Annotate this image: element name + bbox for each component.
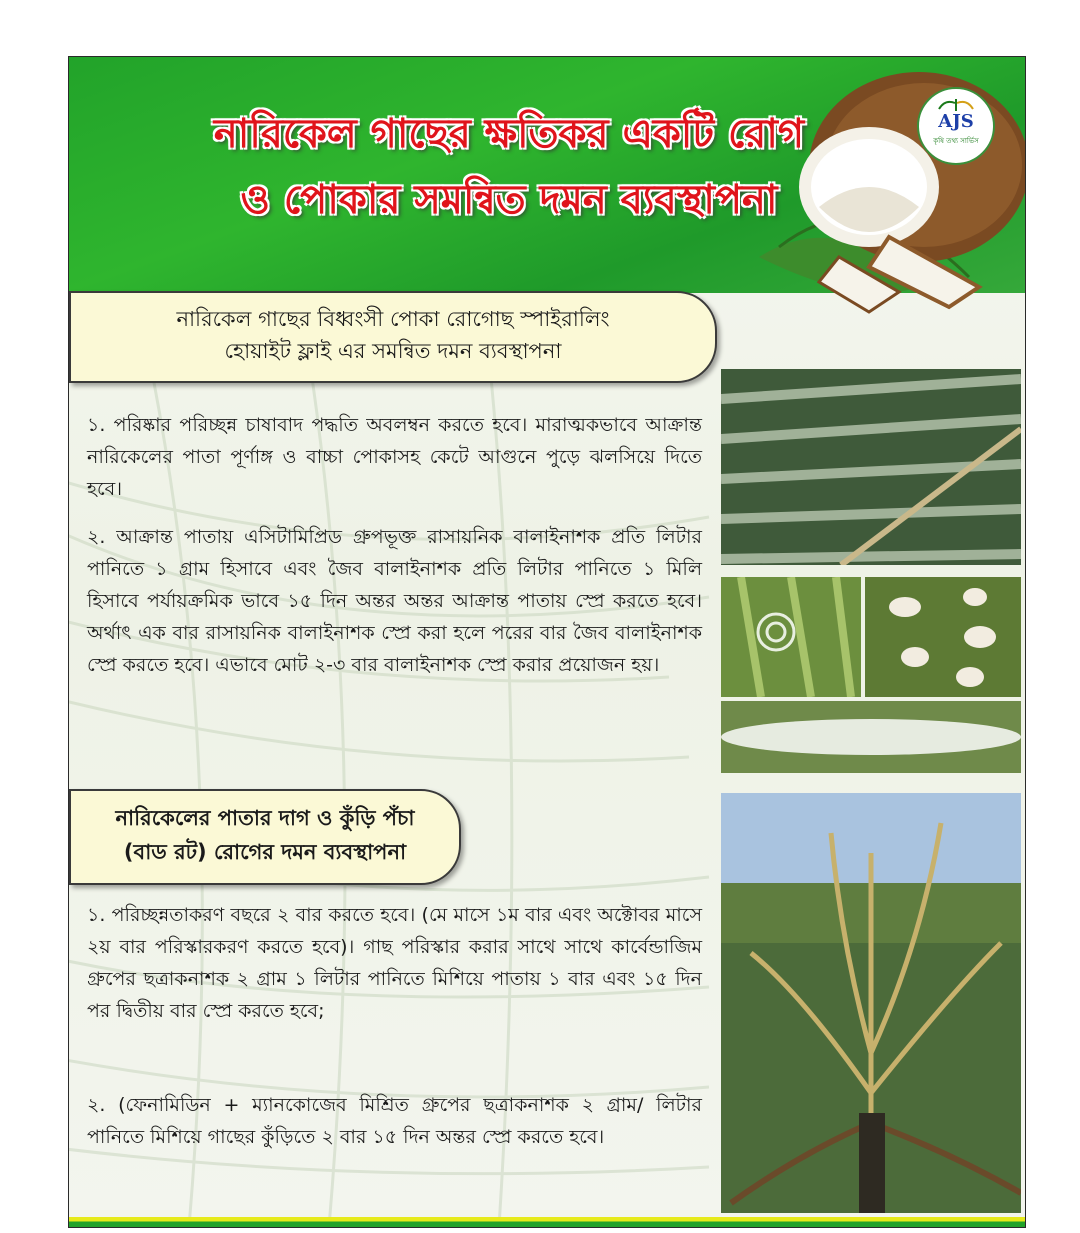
whitefly-infested-leaf-photo <box>721 369 1021 565</box>
poster <box>68 56 1026 1228</box>
footer-stripe <box>69 1217 1025 1227</box>
page-title-line2: ও পোকার সমন্বিত দমন ব্যবস্থাপনা <box>240 177 778 223</box>
logo-abbreviation: AJS <box>938 111 974 132</box>
whitefly-wax-photo <box>721 701 1021 773</box>
section2-heading-line1: নারিকেলের পাতার দাগ ও কুঁড়ি পঁচা <box>115 806 415 830</box>
section2-point1: ১. পরিচ্ছন্নতাকরণ বছরে ২ বার করতে হবে। (মে মাসে ১ম বার এবং অক্টোবর মাসে ২য় বার পরিস্কারকরণ করতে হবে)। গাছ পরিস্কার করার সাথে সাথে কার্বেন্ডাজিম গ্রুপের ছত্রাকনাশক ২ গ্রাম ১ লিটার পানিতে মিশিয়ে পাতায় ১ বার এবং ১৫ দিন পর দ্বিতীয় বার স্প্রে করতে হবে; <box>87 904 702 1022</box>
section1-point2: ২. আক্রান্ত পাতায় এসিটামিপ্রিড গ্রুপভূক্ত রাসায়নিক বালাইনাশক প্রতি লিটার পানিতে ১ গ্রাম হিসাবে এবং জৈব বালাইনাশক প্রতি লিটার পানিতে ১ মিলি হিসাবে পর্যায়ক্রমিক ভাবে ১৫ দিন অন্তর অন্তর আক্রান্ত পাতায় স্প্রে করতে হবে। অর্থাৎ এক বার রাসায়নিক বালাইনাশক স্প্রে করা হলে পরের বার জৈব বালাইনাশক স্প্রে করতে হবে। এভাবে মোট ২-৩ বার বালাইনাশক স্প্রে করার প্রয়োজন হয়। <box>87 526 702 676</box>
bud-rot-palm-photo <box>721 793 1021 1213</box>
leaf-logo-icon <box>935 97 977 111</box>
section2-heading-line2: (বাড রট) রোগের দমন ব্যবস্থাপনা <box>123 840 407 864</box>
whitefly-spiral-closeup-photo <box>721 577 861 697</box>
header-banner <box>69 57 1025 293</box>
section2-point2: ২. (ফেনামিডিন + ম্যানকোজেব মিশ্রিত গ্রুপের ছত্রাকনাশক ২ গ্রাম/ লিটার পানিতে মিশিয়ে গাছের কুঁড়িতে ২ বার ১৫ দিন অন্তর স্প্রে করতে হবে। <box>87 1094 702 1148</box>
whitefly-colony-photo <box>865 577 1021 697</box>
logo-subtitle: কৃষি তথ্য সার্ভিস <box>933 137 979 145</box>
section1-heading-line2: হোয়াইট ফ্লাই এর সমন্বিত দমন ব্যবস্থাপনা <box>224 339 562 363</box>
page-title-line1: নারিকেল গাছের ক্ষতিকর একটি রোগ <box>213 111 805 157</box>
ajs-logo <box>917 87 995 165</box>
section2-heading <box>69 789 461 885</box>
section1-heading <box>69 291 717 383</box>
section1-heading-line1: নারিকেল গাছের বিধ্বংসী পোকা রোগোছ স্পাইরালিং <box>176 307 610 331</box>
section1-point1: ১. পরিষ্কার পরিচ্ছন্ন চাষাবাদ পদ্ধতি অবলম্বন করতে হবে। মারাত্মকভাবে আক্রান্ত নারিকেলের পাতা পূর্ণাঙ্গ ও বাচ্চা পোকাসহ কেটে আগুনে পুড়ে ঝলসিয়ে দিতে হবে। <box>87 414 702 500</box>
